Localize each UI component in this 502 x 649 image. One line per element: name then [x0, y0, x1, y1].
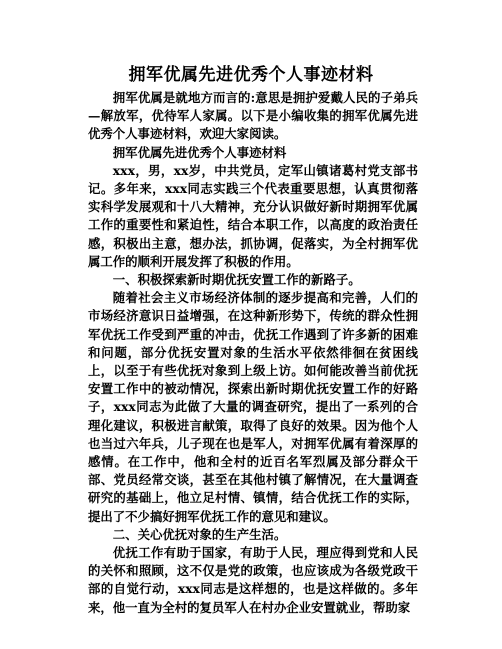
paragraph-section-1: 随着社会主义市场经济体制的逐步提高和完善，人们的市场经济意识日益增强，在这种新形势下，传统的群众性拥军优抚工作受到严重的冲击，优抚工作遇到了许多新的困难和问题，部分优抚安置对象的生活水平依然徘徊在贫困线上，以至于有些优抚对象到上级上访。如何能改善当前优抚安置工作中的被动情况，探索出新时期优抚安置工作的好路子，xxx同志为此做了大量的调查研究，提出了一系列的合理化建议，积极进言献策，取得了良好的效果。因为他个人也当过六年兵，儿子现在也是军人，对拥军优属有着深厚的感情。在工作中，他和全村的近百名军烈属及部分群众干部、党员经常交谈，甚至在其他村镇了解情况，在大量调查研究的基础上，他立足村情、镇情，结合优抚工作的实际，提出了不少搞好拥军优抚工作的意见和建议。 [88, 290, 418, 524]
paragraph-profile: xxx，男，xx岁，中共党员，定军山镇诸葛村党支部书记。多年来，xxx同志实践三个代表重要思想，认真贯彻落实科学发展观和十八大精神，充分认识做好新时期拥军优属工作的重要性和紧迫性，结合本职工作，以高度的政治责任感，积极出主意，想办法，抓协调，促落实，为全村拥军优属工作的顺利开展发挥了积极的作用。 [88, 162, 418, 269]
section-heading-2: 二、关心优抚对象的生产生活。 [112, 526, 287, 542]
paragraph-subtitle: 拥军优属先进优秀个人事迹材料 [112, 144, 287, 160]
document-body [88, 89, 418, 617]
document-title: 拥军优属先进优秀个人事迹材料 [128, 65, 374, 85]
paragraph-section-2: 优抚工作有助于国家，有助于人民，理应得到党和人民的关怀和照顾，这不仅是党的政策，也应该成为各级党政干部的自觉行动，xxx同志是这样想的，也是这样做的。多年来，他一直为全村的复员军人在村办企业安置就业，帮助家 [88, 545, 418, 615]
section-heading-1: 一、积极探索新时期优抚安置工作的新路子。 [112, 272, 361, 288]
paragraph-intro: 拥军优属是就地方而言的:意思是拥护爱戴人民的子弟兵—解放军，优待军人家属。以下是小编收集的拥军优属先进优秀个人事迹材料，欢迎大家阅读。 [88, 90, 418, 142]
